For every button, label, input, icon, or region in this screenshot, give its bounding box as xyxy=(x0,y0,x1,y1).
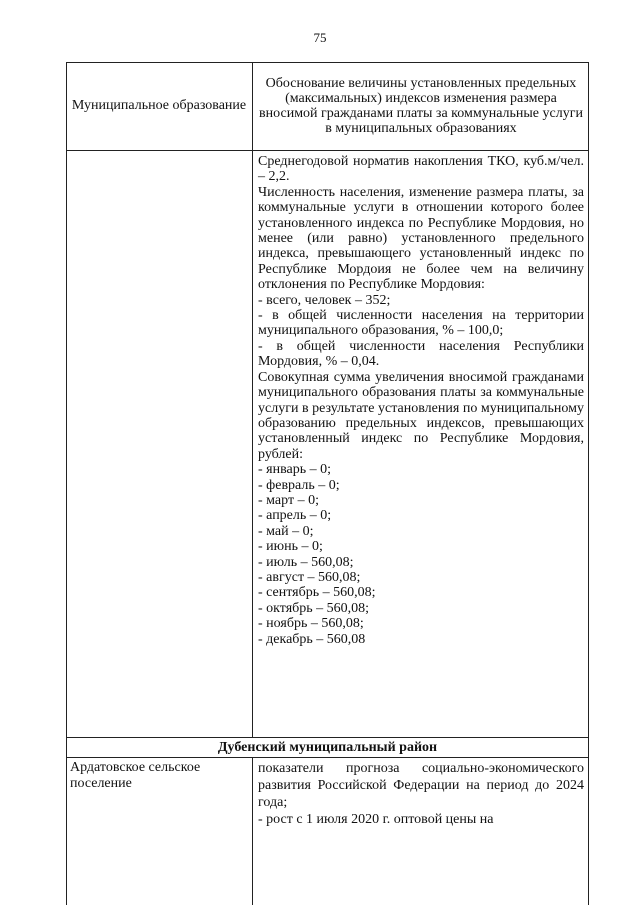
justification-text xyxy=(258,154,584,647)
settlement-name: Ардатовское сельское поселение xyxy=(70,760,201,791)
month-item: - май – 0; xyxy=(258,523,314,539)
population-text: Численность населения, изменение размера платы, за коммунальные услуги в отношении которого более установленного индекса по Республике Мордовия, но менее (или равно) установленного предельного индекса, превышающего установленный индекс по Республике Мордоия не более чем на величину отклонения по Республике Мордовия: xyxy=(258,184,584,293)
month-item: - октябрь – 560,08; xyxy=(258,600,370,616)
month-item: - июнь – 0; xyxy=(258,539,323,555)
settlement-justification xyxy=(258,760,584,828)
header-municipality: Муниципальное образование xyxy=(71,98,247,113)
row-divider xyxy=(66,737,589,738)
payment-increase-text: Совокупная сумма увеличения вносимой гражданами муниципального образования платы за коммунальные услуги в результате установления по муниципальному образованию предельных индексов, превышающих установленный индекс по Республике Мордовия, рублей: xyxy=(258,369,584,462)
population-share-municipal: - в общей численности населения на территории муниципального образования, % – 100,0; xyxy=(258,308,584,339)
table-border-right xyxy=(588,62,589,905)
column-divider xyxy=(252,62,253,737)
section-divider xyxy=(66,757,589,758)
month-item: - февраль – 0; xyxy=(258,477,340,493)
price-growth-text: - рост с 1 июля 2020 г. оптовой цены на xyxy=(258,812,494,827)
waste-norm-text: Среднегодовой норматив накопления ТКО, куб.м/чел. – 2,2. xyxy=(258,154,584,185)
forecast-text: показатели прогноза социально-экономического развития Российской Федерации на период до 2024 года; xyxy=(258,761,584,810)
justification-table xyxy=(66,62,589,905)
section-title: Дубенский муниципальный район xyxy=(217,740,438,755)
month-item: - январь – 0; xyxy=(258,462,332,478)
header-justification: Обоснование величины установленных предельных (максимальных) индексов изменения размера вносимой гражданами платы за коммунальные услуги в муниципальных образованиях xyxy=(259,76,583,136)
table-border-left xyxy=(66,62,67,905)
header-bottom-border xyxy=(66,150,589,151)
month-item: - август – 560,08; xyxy=(258,569,361,585)
month-item: - декабрь – 560,08 xyxy=(258,631,366,647)
page-number: 75 xyxy=(313,30,327,45)
population-share-republic: - в общей численности населения Республики Мордовия, % – 0,04. xyxy=(258,338,584,370)
month-item: - ноябрь – 560,08; xyxy=(258,616,364,632)
column-divider-lower xyxy=(252,757,253,905)
month-item: - апрель – 0; xyxy=(258,508,332,524)
population-total: - всего, человек – 352; xyxy=(258,292,391,308)
month-item: - сентябрь – 560,08; xyxy=(258,585,376,601)
month-item: - март – 0; xyxy=(258,492,319,508)
month-item: - июль – 560,08; xyxy=(258,554,354,570)
